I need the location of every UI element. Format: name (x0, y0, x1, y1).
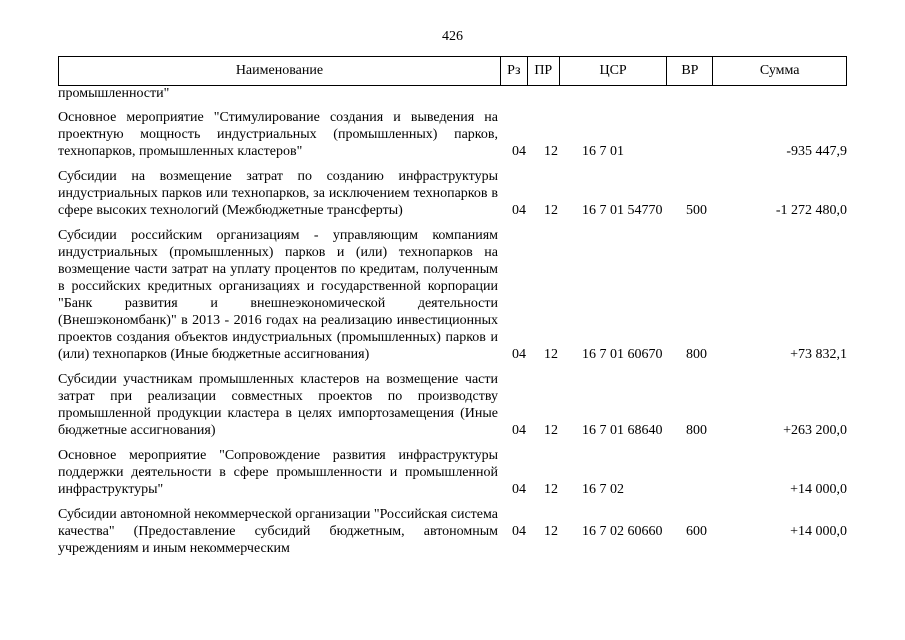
row-name: Субсидии участникам промышленных кластеров на возмещение части затрат при реализации совместных проектов по производству промышленной продукции кластера в целях импортозамещения (Иные бюджетные ассигнования) (58, 372, 498, 438)
row-pr: 12 (544, 144, 558, 159)
row-csr: 16 7 01 60670 (582, 347, 663, 362)
header-name: Наименование (59, 57, 501, 85)
table-row (58, 168, 847, 219)
row-name: Основное мероприятие "Сопровождение развития инфраструктуры поддержки деятельности в сфере промышленности и промышленной инфраструктуры" (58, 448, 498, 497)
row-sum: -935 447,9 (786, 144, 847, 159)
row-rz: 04 (512, 144, 526, 159)
row-sum: +73 832,1 (790, 347, 847, 362)
row-name: Субсидии автономной некоммерческой организации "Российская система качества" (Предоставление субсидий бюджетным, автономным учреждениям и иным некоммерческим (58, 507, 498, 556)
row-pr: 12 (544, 423, 558, 438)
row-vr: 800 (686, 423, 707, 438)
row-rz: 04 (512, 524, 526, 539)
continuation-text: промышленности" (58, 86, 170, 101)
row-vr: 500 (686, 203, 707, 218)
row-rz: 04 (512, 347, 526, 362)
row-pr: 12 (544, 482, 558, 497)
row-name: Основное мероприятие "Стимулирование создания и выведения на проектную мощность индустриальных (промышленных) парков, технопарков, промышленных кластеров" (58, 110, 498, 159)
row-name: Субсидии российским организациям - управляющим компаниям индустриальных (промышленных) парков и (или) технопарков на возмещение части затрат на уплату процентов по кредитам, полученным в российских кредитных организациях и государственной корпорации "Банк развития и внешнеэкономической деятельности (Внешэкономбанк)" в 2013 - 2016 годах на реализацию инвестиционных проектов создания объектов индустриальных (промышленных) парков и (или) технопарков (Иные бюджетные ассигнования) (58, 228, 498, 362)
row-name: Субсидии на возмещение затрат по созданию инфраструктуры индустриальных парков или технопарков, за исключением технопарков в сфере высоких технологий (Межбюджетные трансферты) (58, 169, 498, 218)
row-vr: 800 (686, 347, 707, 362)
header-sum: Сумма (759, 63, 800, 78)
header-csr: ЦСР (560, 57, 668, 85)
row-pr: 12 (544, 347, 558, 362)
header-pr: ПР (528, 57, 560, 85)
row-sum: +14 000,0 (790, 524, 847, 539)
row-sum: -1 272 480,0 (775, 203, 847, 218)
row-pr: 12 (544, 203, 558, 218)
row-csr: 16 7 01 (582, 144, 624, 159)
table-row (58, 371, 847, 439)
row-vr: 600 (686, 524, 707, 539)
row-csr: 16 7 02 60660 (582, 524, 663, 539)
header-vr: ВР (667, 57, 713, 85)
row-pr: 12 (544, 524, 558, 539)
table-row (58, 109, 847, 160)
table-row (58, 447, 847, 498)
page-number: 426 (442, 29, 463, 44)
table-header (58, 56, 847, 86)
table-row (58, 227, 847, 363)
row-sum: +263 200,0 (783, 423, 847, 438)
table-row (58, 506, 847, 557)
row-csr: 16 7 01 68640 (582, 423, 663, 438)
table-body (58, 86, 847, 565)
row-rz: 04 (512, 423, 526, 438)
row-csr: 16 7 02 (582, 482, 624, 497)
row-csr: 16 7 01 54770 (582, 203, 663, 218)
row-rz: 04 (512, 203, 526, 218)
row-sum: +14 000,0 (790, 482, 847, 497)
continuation-row (58, 86, 847, 101)
header-rz: Рз (501, 57, 528, 85)
row-rz: 04 (512, 482, 526, 497)
